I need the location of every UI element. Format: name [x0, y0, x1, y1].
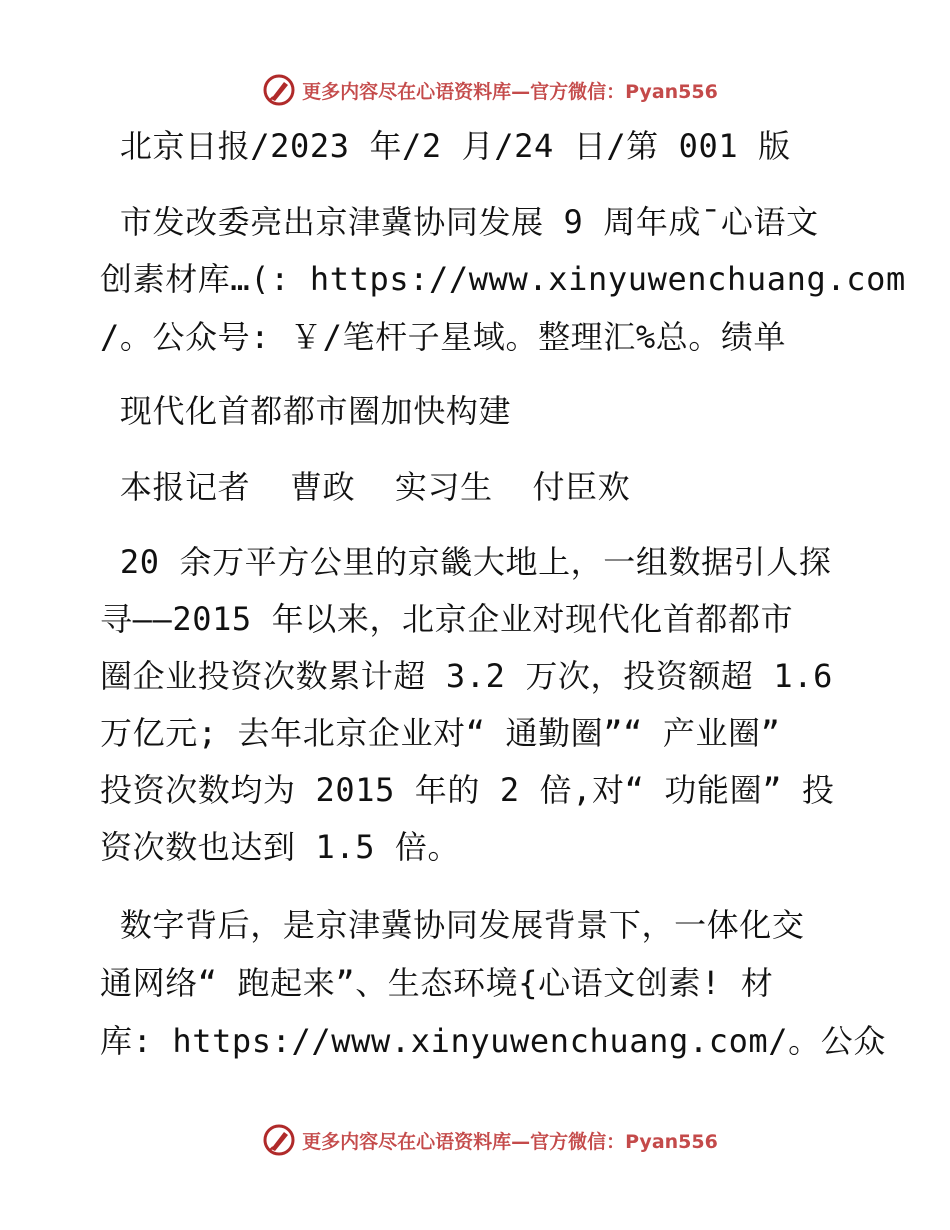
text-line: /。公众号: ￥/笔杆子星域。整理汇%总。绩单	[100, 318, 787, 356]
text-line: 创素材库…(: https://www.xinyuwenchuang.com	[100, 260, 906, 298]
watermark-banner-content	[262, 73, 718, 107]
watermark-banner-bottom	[0, 1120, 950, 1160]
text-line: 寻——2015 年以来，北京企业对现代化首都都市	[100, 600, 794, 638]
text-line: 万亿元; 去年北京企业对“ 通勤圈”“ 产业圈”	[100, 714, 781, 752]
watermark-banner-content	[262, 1123, 718, 1157]
text-line: 资次数也达到 1.5 倍。	[100, 828, 461, 866]
text-line: 本报记者 曹政 实习生 付臣欢	[100, 468, 631, 506]
text-line: 市发改委亮出京津冀协同发展 9 周年成¯心语文	[100, 203, 819, 241]
quill-logo-icon	[262, 73, 296, 107]
watermark-banner-top	[0, 70, 950, 110]
text-line: 库: https://www.xinyuwenchuang.com/。公众	[100, 1022, 886, 1060]
quill-logo-icon	[262, 1123, 296, 1157]
text-line: 现代化首都都市圈加快构建	[100, 392, 512, 430]
watermark-banner-text: 更多内容尽在心语资料库—官方微信：Pyan556	[302, 80, 718, 103]
text-line: 20 余万平方公里的京畿大地上，一组数据引人探	[100, 543, 832, 581]
text-line: 投资次数均为 2015 年的 2 倍,对“ 功能圈” 投	[100, 771, 835, 809]
text-line: 数字背后，是京津冀协同发展背景下，一体化交	[100, 906, 805, 944]
text-line: 通网络“ 跑起来”、生态环境{心语文创素! 材	[100, 964, 774, 1002]
watermark-banner-text: 更多内容尽在心语资料库—官方微信：Pyan556	[302, 1130, 718, 1153]
text-line: 北京日报/2023 年/2 月/24 日/第 001 版	[100, 127, 791, 165]
text-line: 圈企业投资次数累计超 3.2 万次，投资额超 1.6	[100, 657, 833, 695]
